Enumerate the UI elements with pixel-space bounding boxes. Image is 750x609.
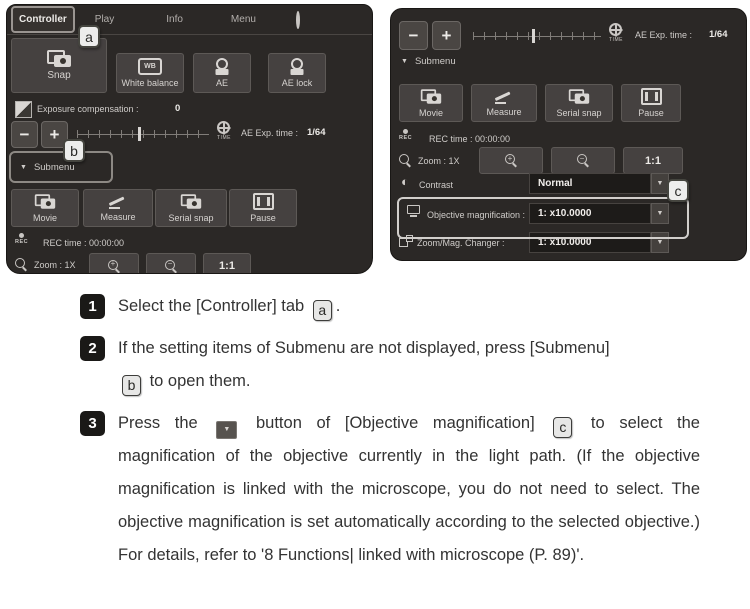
step-3-text: Press the ▼ button of [Objective magnification] c to select the magnification of the objective currently in the light path. (If the objective magnification is linked with the microscope, you do not need to select. The objective magnification is set automatically according to the selected objective.) For details, refer to '8 Functions| linked with microscope (P. 89)'.: [118, 414, 700, 564]
tab-menu[interactable]: Menu: [230, 14, 256, 25]
exposure-compensation-label: Exposure compensation :: [37, 103, 139, 114]
tab-info[interactable]: Info: [166, 14, 183, 25]
ae-exp-time-value: 1/64: [709, 29, 728, 40]
step-3: [80, 407, 702, 572]
submenu-label: Submenu: [33, 161, 75, 173]
exposure-compensation-icon: [15, 101, 32, 118]
monitor-icon: [407, 205, 421, 217]
contrast-icon: ◐: [401, 174, 409, 189]
camera-icon: [47, 50, 71, 67]
submenu-panel: [390, 8, 747, 261]
submenu-button[interactable]: [9, 151, 113, 183]
ae-time-icon: TIME: [609, 23, 623, 43]
pause-label: Pause: [638, 108, 664, 118]
objective-magnification-dropdown[interactable]: 1: x10.0000: [529, 203, 651, 224]
zoom-mag-changer-icon: [399, 235, 413, 247]
exposure-minus-button[interactable]: −: [11, 121, 38, 148]
step-2-number: 2: [80, 336, 105, 361]
movie-button[interactable]: [11, 189, 79, 227]
step-2-text: If the setting items of Submenu are not displayed, press [Submenu] b to open them.: [118, 332, 700, 398]
ae-exp-time-label: AE Exp. time :: [241, 127, 299, 138]
step-1: [80, 290, 702, 323]
dropdown-arrow-ref: ▼: [216, 421, 237, 439]
movie-icon: [421, 89, 441, 103]
exposure-plus-button[interactable]: +: [432, 21, 461, 50]
zoom-level-label: Zoom : 1X: [15, 257, 76, 272]
submenu-arrow-icon: ▼: [20, 163, 27, 171]
contrast-dropdown[interactable]: Normal: [529, 173, 651, 194]
pause-label: Pause: [250, 213, 276, 223]
objective-magnification-label: Objective magnification :: [427, 209, 526, 220]
callout-ref-b: b: [122, 375, 141, 396]
screenshot-area: [0, 0, 750, 285]
measure-icon: [494, 90, 514, 104]
info-icon[interactable]: [296, 11, 300, 29]
white-balance-icon: WB: [138, 58, 162, 75]
zoom-in-button[interactable]: [479, 147, 543, 174]
ae-button[interactable]: [193, 53, 251, 93]
submenu-header[interactable]: [401, 56, 456, 67]
measure-button[interactable]: [471, 84, 537, 122]
white-balance-button[interactable]: [116, 53, 184, 93]
contrast-label: Contrast: [419, 179, 454, 190]
white-balance-label: White balance: [121, 78, 179, 88]
measure-label: Measure: [486, 106, 522, 117]
instructions: [80, 290, 702, 581]
callout-ref-a: a: [313, 300, 332, 321]
zoom-in-icon: +: [108, 260, 121, 273]
ae-lock-icon: [290, 58, 304, 75]
rec-time-label: REC time : 00:00:00: [43, 237, 125, 248]
controller-panel: [6, 4, 373, 274]
ae-exp-time-label: AE Exp. time :: [635, 29, 693, 40]
zoom-out-icon: −: [577, 154, 590, 167]
tab-play[interactable]: Play: [94, 14, 115, 25]
ae-exposure-slider[interactable]: [77, 127, 209, 141]
ae-label: AE: [215, 78, 228, 88]
measure-icon: [108, 195, 128, 209]
zoom-mag-changer-label: Zoom/Mag. Changer :: [417, 237, 505, 248]
callout-b: b: [63, 139, 85, 162]
movie-button[interactable]: [399, 84, 463, 122]
serial-snap-icon: [181, 194, 201, 208]
ae-time-icon: TIME: [217, 121, 231, 141]
serial-snap-label: Serial snap: [556, 108, 602, 118]
rec-icon: REC: [399, 129, 412, 141]
serial-snap-icon: [569, 89, 589, 103]
magnifier-icon: [15, 258, 28, 271]
zoom-in-icon: +: [505, 154, 518, 167]
rec-time-label: REC time : 00:00:00: [429, 133, 511, 144]
movie-label: Movie: [32, 213, 57, 223]
contrast-dropdown-arrow[interactable]: ▼: [651, 173, 669, 194]
serial-snap-button[interactable]: [155, 189, 227, 227]
zoom-mag-changer-dropdown[interactable]: 1: x10.0000: [529, 232, 651, 253]
one-to-one-button[interactable]: 1:1: [623, 147, 683, 174]
callout-ref-c: c: [553, 417, 572, 438]
zoom-out-icon: −: [165, 260, 178, 273]
slider-thumb[interactable]: [532, 29, 535, 43]
tab-bar: [7, 5, 372, 35]
tab-controller[interactable]: Controller: [11, 6, 75, 33]
measure-label: Measure: [100, 211, 136, 222]
ae-exposure-slider[interactable]: [473, 29, 601, 43]
pause-icon: [253, 193, 274, 210]
slider-thumb[interactable]: [138, 127, 141, 141]
exposure-minus-button[interactable]: −: [399, 21, 428, 50]
submenu-label: Submenu: [414, 56, 456, 67]
pause-button[interactable]: [621, 84, 681, 122]
zoom-out-button[interactable]: [551, 147, 615, 174]
zoom-level-label: Zoom : 1X: [399, 153, 460, 168]
exposure-compensation-value: 0: [175, 103, 181, 114]
zoom-in-button[interactable]: [89, 253, 139, 274]
measure-button[interactable]: [83, 189, 153, 227]
submenu-arrow-icon: ▼: [401, 58, 408, 65]
snap-label: Snap: [47, 70, 71, 81]
exposure-plus-button[interactable]: +: [41, 121, 68, 148]
ae-lock-label: AE lock: [281, 78, 313, 88]
objective-magnification-dropdown-arrow[interactable]: ▼: [651, 203, 669, 224]
movie-label: Movie: [418, 108, 443, 118]
callout-a: a: [78, 25, 100, 48]
serial-snap-label: Serial snap: [168, 213, 214, 223]
serial-snap-button[interactable]: [545, 84, 613, 122]
ae-icon: [215, 58, 229, 75]
zoom-out-button[interactable]: [146, 253, 196, 274]
ae-lock-button[interactable]: [268, 53, 326, 93]
callout-c: c: [667, 179, 689, 202]
step-1-text: Select the [Controller] tab a .: [118, 290, 700, 323]
ae-exp-time-value: 1/64: [307, 127, 326, 138]
step-1-number: 1: [80, 294, 105, 319]
magnifier-icon: [399, 154, 412, 167]
rec-icon: REC: [15, 233, 28, 245]
step-3-number: 3: [80, 411, 105, 436]
step-2: [80, 332, 702, 398]
pause-icon: [641, 88, 662, 105]
movie-icon: [35, 194, 55, 208]
zoom-mag-changer-dropdown-arrow[interactable]: ▼: [651, 232, 669, 253]
pause-button[interactable]: [229, 189, 297, 227]
one-to-one-button[interactable]: 1:1: [203, 253, 251, 274]
